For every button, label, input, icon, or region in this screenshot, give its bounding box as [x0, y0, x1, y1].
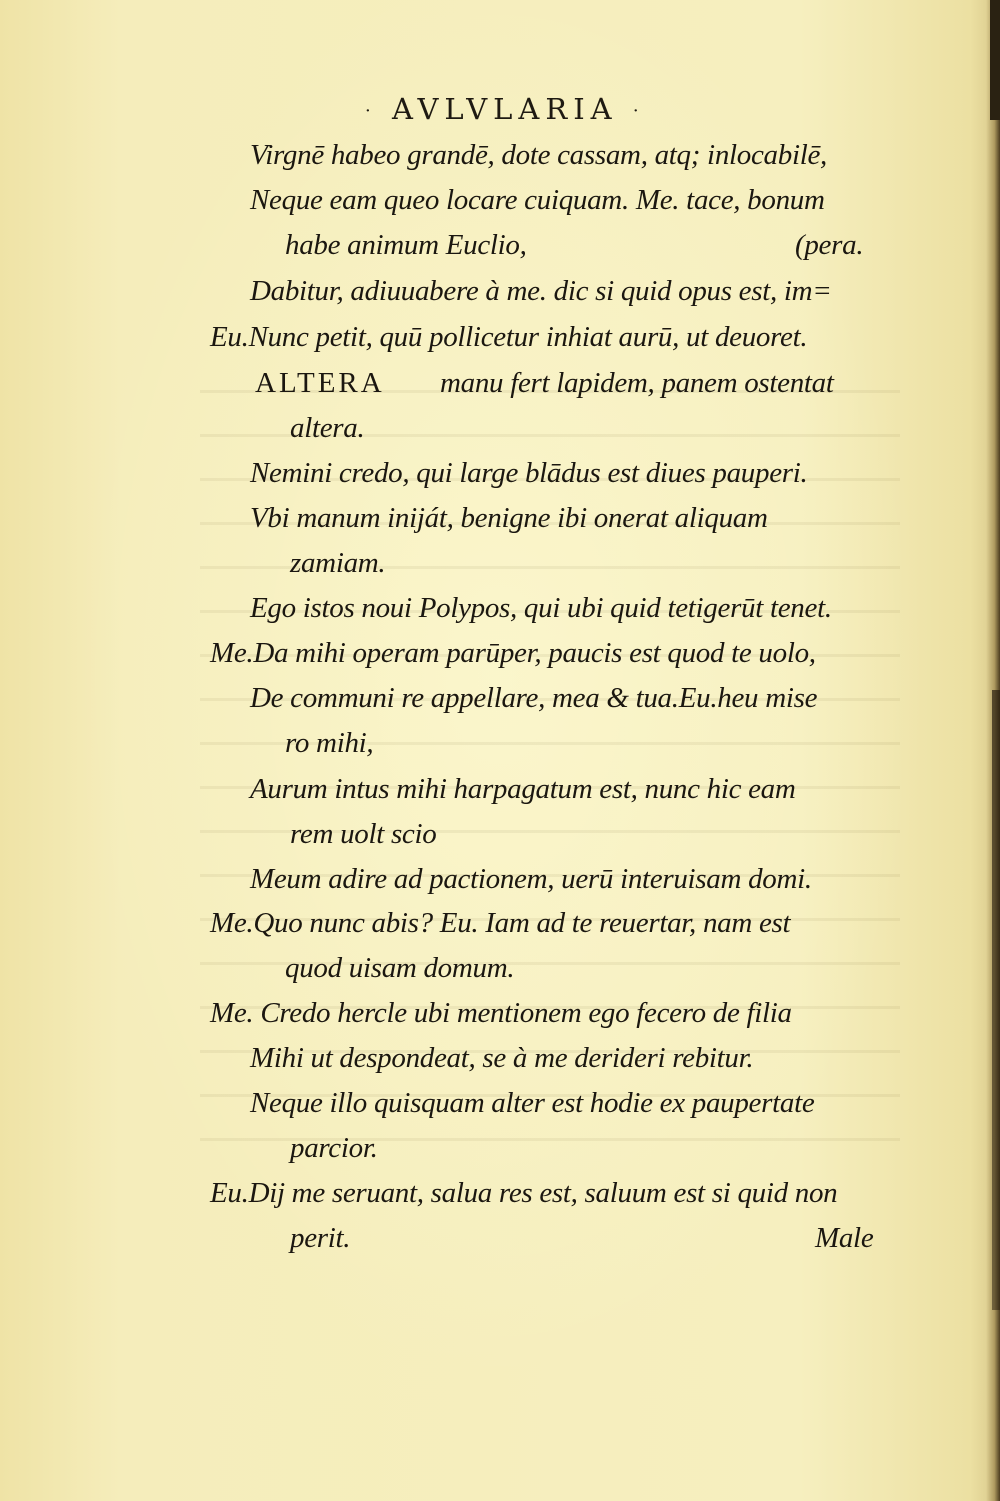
text-line: zamiam.: [290, 547, 386, 579]
catchword: Male: [815, 1222, 874, 1254]
text-line-smallcaps: ALTERA: [255, 367, 385, 399]
running-head: · AVLVLARIA ·: [365, 92, 645, 126]
text-line: Mihi ut despondeat, se à me derideri rebitur.: [250, 1042, 754, 1074]
text-line: Eu.Nunc petit, quū pollicetur inhiat aurū, ut deuoret.: [210, 321, 808, 353]
text-line: Vbi manum iniját, benigne ibi onerat aliquam: [250, 502, 768, 534]
text-line: parcior.: [290, 1132, 378, 1164]
text-line: Neque eam queo locare cuiquam. Me. tace, bonum: [250, 184, 825, 216]
text-line: rem uolt scio: [290, 818, 437, 850]
text-line: manu fert lapidem, panem ostentat: [440, 367, 834, 399]
text-line: Ego istos noui Polypos, qui ubi quid tetigerūt tenet.: [250, 592, 832, 624]
text-line: Neque illo quisquam alter est hodie ex paupertate: [250, 1087, 815, 1119]
text-line: Meum adire ad pactionem, uerū interuisam domi.: [250, 863, 812, 895]
text-line: perit.: [290, 1222, 351, 1254]
text-line: quod uisam domum.: [285, 952, 515, 984]
running-head-text: AVLVLARIA: [391, 92, 618, 126]
text-line: altera.: [290, 412, 365, 444]
text-line: Me.Da mihi operam parūper, paucis est quod te uolo,: [210, 637, 816, 669]
text-line: ro mihi,: [285, 727, 374, 759]
page-edge-dark-lower: [992, 690, 1000, 1310]
text-line: Nemini credo, qui large blādus est diues pauperi.: [250, 457, 808, 489]
text-line: De communi re appellare, mea & tua.Eu.heu mise: [250, 682, 818, 714]
text-line: Dabitur, adiuuabere à me. dic si quid opus est, im=: [250, 275, 832, 307]
text-line: Me. Credo hercle ubi mentionem ego fecero de filia: [210, 997, 792, 1029]
text-line: Me.Quo nunc abis? Eu. Iam ad te reuertar, nam est: [210, 907, 791, 939]
page-edge-dark: [990, 0, 1000, 120]
text-line-continuation: (pera.: [795, 229, 864, 261]
text-line: Virgnē habeo grandē, dote cassam, atq; inlocabilē,: [250, 139, 827, 171]
text-line: Aurum intus mihi harpagatum est, nunc hic eam: [250, 773, 796, 805]
text-line: Eu.Dij me seruant, salua res est, saluum est si quid non: [210, 1177, 838, 1209]
text-line: habe animum Euclio,: [285, 229, 527, 261]
